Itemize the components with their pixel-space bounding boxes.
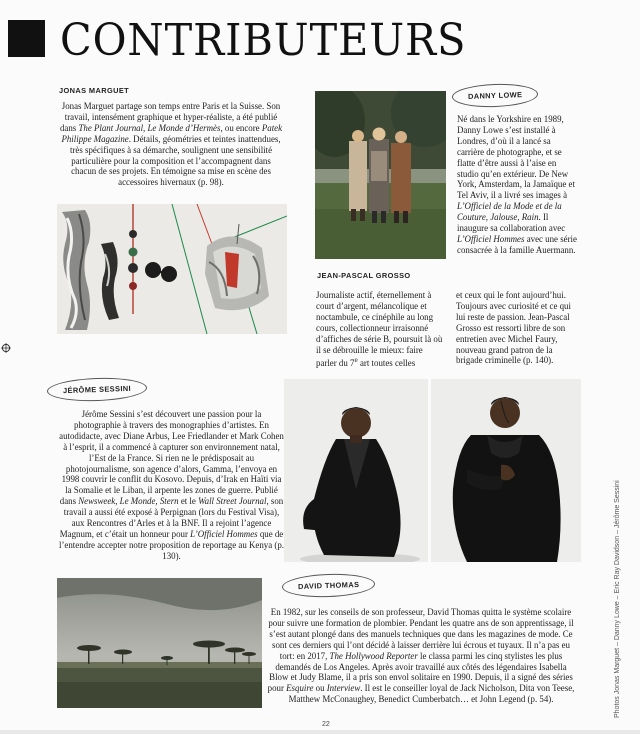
photo-credits: Photos Jonas Marguet – Danny Lowe – Eric Ray Davidson – Jérôme Sessini [614, 480, 621, 718]
danny-lowe-bio: Né dans le Yorkshire en 1989, Danny Lowe s’est installé à Londres, d’où il a lancé sa carrière de photographe, et se flatte d’être aussi à l’aise en studio qu’en extérieur. De New York, Amsterdam, la Jamaïque et Tel Aviv, il a livré ses images à L’Officiel de la Mode et de la Couture, Jalouse, Rain. Il inaugure sa collaboration avec L’Officiel Hommes avec une série consacrée à la famille Auermann. [457, 114, 577, 255]
jean-pascal-grosso-bio-col1: Journaliste actif, éternellement à court d’argent, mélancolique et noctambule, ce cinéphile au long cours, collectionneur irraisonné d’affiches de série B, poursuit là où il se débrouille le mieux: faire parler du 7e art toutes celles [316, 290, 443, 369]
john-legend-photo-right [431, 379, 581, 562]
danny-lowe-name: DANNY LOWE [452, 82, 539, 108]
title-square-mark [8, 20, 45, 57]
jean-pascal-grosso-bio-col2: et ceux qui le font aujourd’hui. Toujours avec curiosité et ce qui lui reste de passion. Jean-Pascal Grosso est ressorti libre de son entretien avec Michel Faury, nouveau grand patron de la brigade criminelle (p. 140). [456, 290, 571, 366]
jean-pascal-grosso-name: JEAN-PASCAL GROSSO [317, 271, 411, 280]
page-bottom-edge [0, 730, 640, 734]
jonas-marguet-name: JONAS MARGUET [59, 86, 130, 95]
kenya-landscape-photo [57, 578, 262, 708]
jerome-sessini-name: JÉRÔME SESSINI [47, 376, 148, 402]
registration-mark-icon [1, 343, 11, 353]
page-title: CONTRIBUTEURS [60, 15, 467, 66]
danny-lowe-photo [315, 91, 446, 259]
david-thomas-bio: En 1982, sur les conseils de son professeur, David Thomas quitta le système scolaire pour suivre une formation de plombier. Pendant les quatre ans de son apprentissage, il s’est autant plongé dans des manuels techniques que dans les magazines de mode. Ce sont ces derniers qui l’ont décidé à laisser derrière lui écrous et tuyaux. Il n’a pas eu tort: en 2017, The Hollywood Reporter le classa parmi les cinq stylistes les plus demandés de Los Angeles. Après avoir travaillé aux côtés des légendaires Isabella Blow et Judy Blame, il a pris son envol solitaire en 1990. Depuis, il a signé des séries pour Esquire ou Interview. Il est le conseiller loyal de Jack Nicholson, Dita von Teese, Matthew McConaughey, Benedict Cumberbatch… et John Legend (p. 54). [267, 607, 575, 705]
jonas-marguet-bio: Jonas Marguet partage son temps entre Paris et la Suisse. Son travail, intensément graphique et hyper-réaliste, a été publié dans The Plant Journal, Le Monde d’Hermès, ou encore Patek Philippe Magazine. Détails, géométries et teintes inattendues, très spécifiques à sa démarche, soulignent une sensibilité particulière pour la composition et l’accompagnent dans chacun de ses projets. En témoigne sa mise en scène des accessoires hivernaux (p. 98). [59, 101, 283, 188]
jonas-accessories-photo [57, 204, 287, 334]
john-legend-photo-left [284, 379, 428, 562]
page-number: 22 [322, 721, 330, 728]
jerome-sessini-bio: Jérôme Sessini s’est découvert une passion pour la photographie à travers des monographies d’artistes. En autodidacte, avec Diane Arbus, Lee Friedlander et Mark Cohen à l’esprit, il a commencé à capturer son environnement natal, l’Est de la France. Si rien ne le prédisposait au photojournalisme, son agence d’alors, Gamma, l’envoya en 1998 couvrir le conflit du Kosovo. Depuis, d’Irak en Haïti via la Somalie et le Liban, il arpente les zones de guerre. Publié dans Newsweek, Le Monde, Stern et le Wall Street Journal, son travail a aussi été exposé à Perpignan (lors du Festival Visa), aux Rencontres d’Arles et à la BNF. Il a rejoint l’agence Magnum, et c’était un honneur pour L’Officiel Hommes que de l’entendre accepter notre proposition de reportage au Kenya (p. 130). [59, 409, 284, 561]
david-thomas-name: DAVID THOMAS [282, 572, 376, 598]
